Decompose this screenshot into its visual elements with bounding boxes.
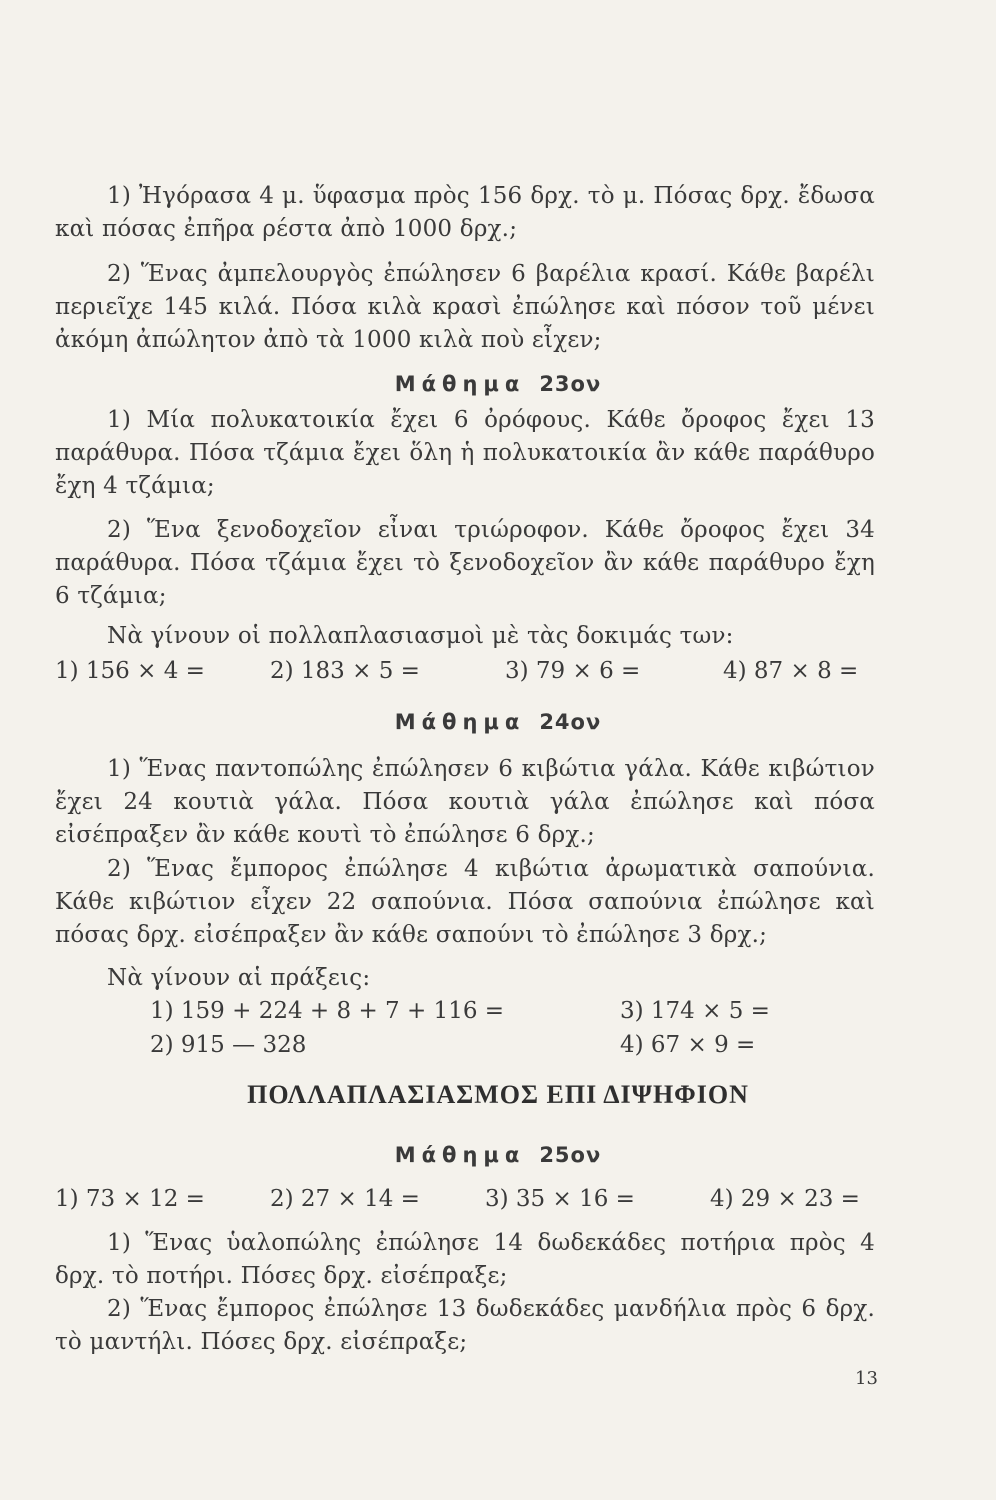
problem-2: 2) Ἕνας ἔμπορος ἐπώλησε 13 δωδεκάδες μανδήλια πρὸς 6 δρχ. τὸ μαντήλι. Πόσες δρχ. εἰσέπραξε;	[55, 1296, 875, 1355]
exercise-intro: Νὰ γίνουν αἱ πράξεις:	[107, 965, 371, 991]
section-title: ΠΟΛΛΑΠΛΑΣΙΑΣΜΟΣ ΕΠΙ ΔΙΨΗΦΙΟΝ	[247, 1080, 749, 1109]
problem-1: 1) Ἠγόρασα 4 μ. ὕφασμα πρὸς 156 δρχ. τὸ μ. Πόσας δρχ. ἔδωσα καὶ πόσας ἐπῆρα ρέστα ἀπὸ 1000 δρχ.;	[55, 183, 875, 242]
exercise: 4) 29 × 23 =	[710, 1186, 860, 1212]
problem-2: 2) Ἕνας ἀμπελουργὸς ἐπώλησεν 6 βαρέλια κρασί. Κάθε βαρέλι περιεῖχε 145 κιλά. Πόσα κιλὰ κρασὶ ἐπώλησε καὶ πόσον τοῦ μένει ἀκόμη ἀπώλητον ἀπὸ τὰ 1000 κιλὰ ποὺ εἶχεν;	[55, 261, 875, 353]
exercise: 3) 174 × 5 =	[620, 998, 770, 1024]
exercise: 4) 87 × 8 =	[723, 658, 859, 684]
exercise: 2) 27 × 14 =	[270, 1186, 420, 1212]
exercise: 2) 915 — 328	[150, 1032, 307, 1058]
lesson-24-heading: Μάθημα 24ον	[394, 710, 602, 734]
exercise: 3) 79 × 6 =	[505, 658, 641, 684]
exercise: 1) 73 × 12 =	[55, 1186, 205, 1212]
exercise: 1) 156 × 4 =	[55, 658, 205, 684]
exercise: 1) 159 + 224 + 8 + 7 + 116 =	[150, 998, 505, 1024]
problem-1: 1) Μία πολυκατοικία ἔχει 6 ὀρόφους. Κάθε ὄροφος ἔχει 13 παράθυρα. Πόσα τζάμια ἔχει ὅλη ἡ πολυκατοικία ἂν κάθε παράθυρο ἔχη 4 τζάμια;	[55, 407, 875, 499]
lesson-23-heading: Μάθημα 23ον	[394, 372, 602, 396]
exercise: 2) 183 × 5 =	[270, 658, 420, 684]
problem-2: 2) Ἕνας ἔμπορος ἐπώλησε 4 κιβώτια ἀρωματικὰ σαπούνια. Κάθε κιβώτιον εἶχεν 22 σαπούνια. Πόσα σαπούνια ἐπώλησε καὶ πόσας δρχ. εἰσέπραξεν ἂν κάθε σαπούνι τὸ ἐπώλησε 3 δρχ.;	[55, 856, 875, 948]
lesson-25-heading: Μάθημα 25ον	[394, 1143, 602, 1167]
page-number: 13	[855, 1368, 878, 1389]
problem-1: 1) Ἕνας ὑαλοπώλης ἐπώλησε 14 δωδεκάδες ποτήρια πρὸς 4 δρχ. τὸ ποτήρι. Πόσες δρχ. εἰσέπραξε;	[55, 1230, 875, 1289]
problem-2: 2) Ἕνα ξενοδοχεῖον εἶναι τριώροφον. Κάθε ὄροφος ἔχει 34 παράθυρα. Πόσα τζάμια ἔχει τὸ ξενοδοχεῖον ἂν κάθε παράθυρο ἔχη 6 τζάμια;	[55, 517, 875, 609]
exercise: 3) 35 × 16 =	[485, 1186, 635, 1212]
problem-1: 1) Ἕνας παντοπώλης ἐπώλησεν 6 κιβώτια γάλα. Κάθε κιβώτιον ἔχει 24 κουτιὰ γάλα. Πόσα κουτιὰ γάλα ἐπώλησε καὶ πόσα εἰσέπραξεν ἂν κάθε κουτὶ τὸ ἐπώλησε 6 δρχ.;	[55, 756, 875, 848]
exercise: 4) 67 × 9 =	[620, 1032, 756, 1058]
exercise-intro: Νὰ γίνουν οἱ πολλαπλασιασμοὶ μὲ τὰς δοκιμάς των:	[107, 623, 734, 649]
